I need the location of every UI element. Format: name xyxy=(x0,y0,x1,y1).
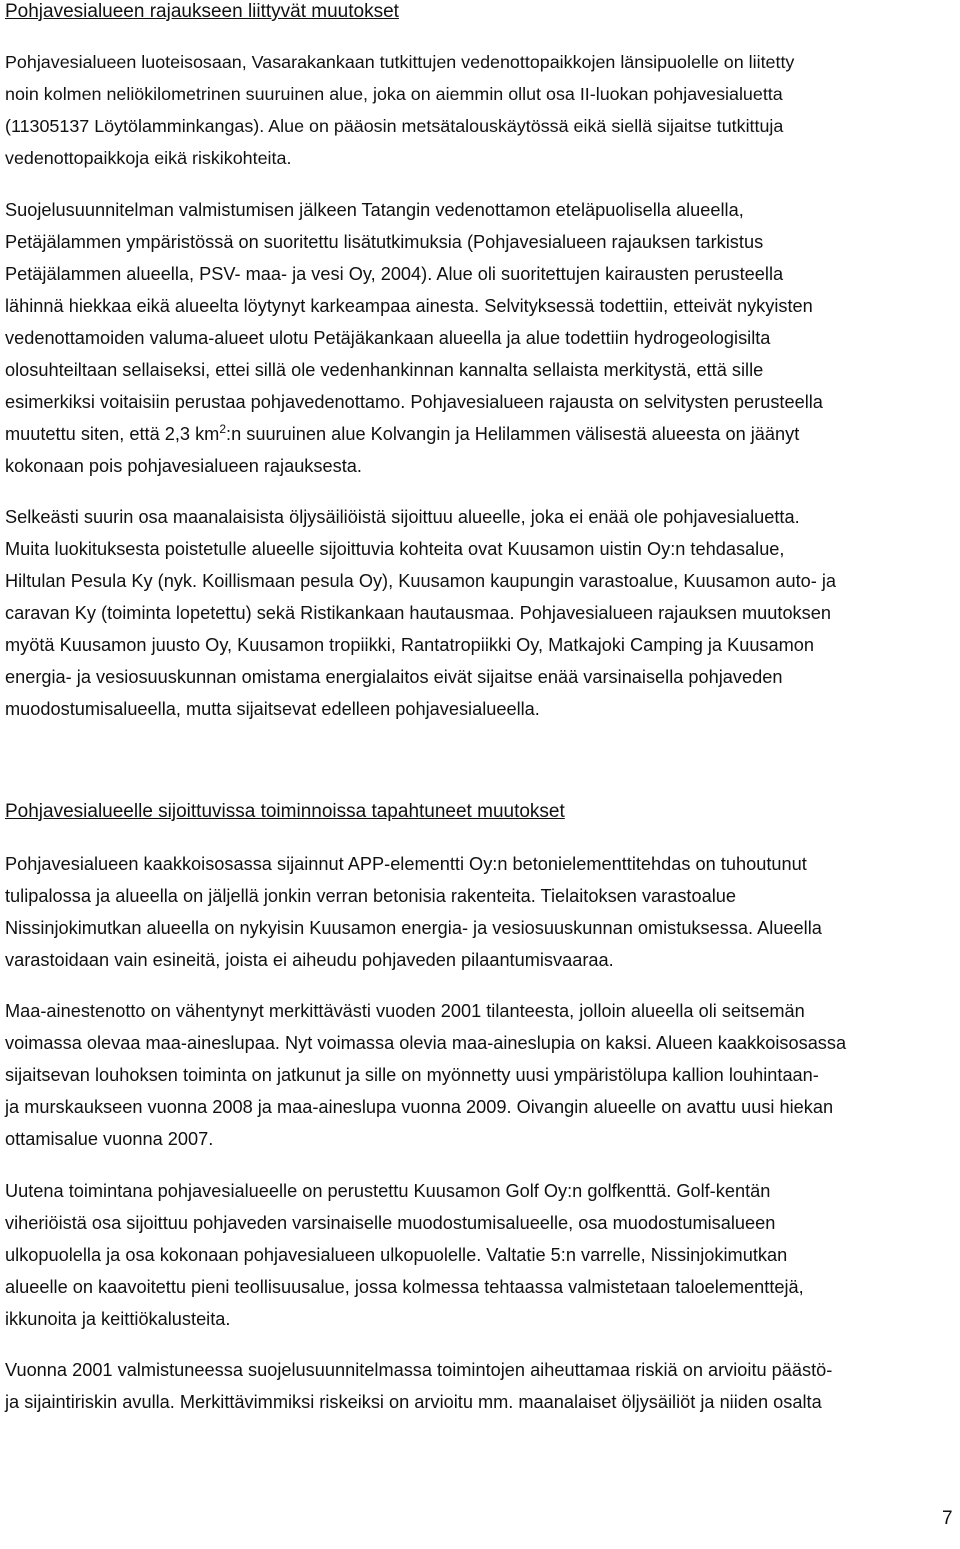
text-line: Selkeästi suurin osa maanalaisista öljysäiliöistä sijoittuu alueelle, joka ei enää ole pohjavesialuetta. xyxy=(5,507,800,527)
text-line: Muita luokituksesta poistetulle alueelle sijoittuvia kohteita ovat Kuusamon uistin Oy:n tehdasalue, xyxy=(5,539,785,559)
text-line: Pohjavesialueen luoteisosaan, Vasarakankaan tutkittujen vedenottopaikkojen länsipuolelle on liitetty xyxy=(5,52,795,72)
text-line: kokonaan pois pohjavesialueen rajauksesta. xyxy=(5,456,362,476)
text-line-with-superscript xyxy=(5,422,823,454)
paragraph-oljysailiot xyxy=(5,505,836,729)
text-line: (11305137 Löytölamminkangas). Alue on pääosin metsätalouskäytössä eikä siellä sijaitse tutkittuja xyxy=(5,116,784,136)
text-line: Suojelusuunnitelman valmistumisen jälkeen Tatangin vedenottamon eteläpuolisella alueella, xyxy=(5,200,744,220)
text-line: Maa-ainestenotto on vähentynyt merkittävästi vuoden 2001 tilanteesta, jolloin alueella oli seitsemän xyxy=(5,1001,805,1021)
paragraph-suojelusuunnitelma xyxy=(5,1358,832,1422)
text-line: vedenottamoiden valuma-alueet ulotu Petäjäkankaan alueella ja alue todettiin hydrogeologisilta xyxy=(5,328,771,348)
text-line: voimassa olevaa maa-aineslupaa. Nyt voimassa olevia maa-aineslupia on kaksi. Alueen kaakkoisosassa xyxy=(5,1033,847,1053)
text-line: Hiltulan Pesula Ky (nyk. Koillismaan pesula Oy), Kuusamon kaupungin varastoalue, Kuusamon auto- ja xyxy=(5,571,837,591)
text-line: Petäjälammen ympäristössä on suoritettu lisätutkimuksia (Pohjavesialueen rajauksen tarkistus xyxy=(5,232,764,252)
text-line: alueelle on kaavoitettu pieni teollisuusalue, jossa kolmessa tehtaassa valmistetaan taloelementtejä, xyxy=(5,1277,804,1297)
text-line: Vuonna 2001 valmistuneessa suojelusuunnitelmassa toimintojen aiheuttamaa riskiä on arvioitu päästö- xyxy=(5,1360,833,1380)
text-line: viheriöistä osa sijoittuu pohjaveden varsinaiselle muodostumisalueelle, osa muodostumisalueen xyxy=(5,1213,776,1233)
text-line: esimerkiksi voitaisiin perustaa pohjavedenottamo. Pohjavesialueen rajausta on selvitysten perusteella xyxy=(5,392,823,412)
paragraph-petajalampi xyxy=(5,198,823,486)
page-number: 7 xyxy=(942,1508,953,1529)
paragraph-app-elementti xyxy=(5,852,822,980)
paragraph-golfkentta xyxy=(5,1179,804,1339)
text-line: myötä Kuusamon juusto Oy, Kuusamon tropiikki, Rantatropiikki Oy, Matkajoki Camping ja Kuusamon xyxy=(5,635,815,655)
text-line: olosuhteiltaan sellaiseksi, ettei sillä ole vedenhankinnan kannalta sellaista merkitystä, että sille xyxy=(5,360,764,380)
superscript: 2 xyxy=(219,422,227,436)
text-line: Pohjavesialueen kaakkoisosassa sijainnut APP-elementti Oy:n betonielementtitehdas on tuhoutunut xyxy=(5,854,807,874)
section-title-rajaus: Pohjavesialueen rajaukseen liittyvät muutokset xyxy=(5,1,399,22)
text-line: ulkopuolella ja osa kokonaan pohjavesialueen ulkopuolelle. Valtatie 5:n varrelle, Nissinjokimutkan xyxy=(5,1245,788,1265)
text-line: sijaitsevan louhoksen toiminta on jatkunut ja sille on myönnetty uusi ympäristölupa kallion louhintaan- xyxy=(5,1065,819,1085)
text-line: Nissinjokimutkan alueella on nykyisin Kuusamon energia- ja vesiosuuskunnan omistuksessa. Alueella xyxy=(5,918,822,938)
text-line: muodostumisalueella, mutta sijaitsevat edelleen pohjavesialueella. xyxy=(5,699,540,719)
text-line: vedenottopaikkoja eikä riskikohteita. xyxy=(5,148,292,168)
paragraph-luoteisosa xyxy=(5,50,794,178)
text-fragment: muutettu siten, että 2,3 km xyxy=(5,424,220,444)
text-line: varastoidaan vain esineitä, joista ei aiheudu pohjaveden pilaantumisvaaraa. xyxy=(5,950,614,970)
section-title-toiminnot: Pohjavesialueelle sijoittuvissa toiminnoissa tapahtuneet muutokset xyxy=(5,801,565,822)
text-line: noin kolmen neliökilometrinen suuruinen alue, joka on aiemmin ollut osa II-luokan pohjavesialuetta xyxy=(5,84,783,104)
paragraph-maa-ainestenotto xyxy=(5,999,846,1159)
text-line: ikkunoita ja keittiökalusteita. xyxy=(5,1309,231,1329)
text-line: Uutena toimintana pohjavesialueelle on perustettu Kuusamon Golf Oy:n golfkenttä. Golf-kentän xyxy=(5,1181,771,1201)
text-line: Petäjälammen alueella, PSV- maa- ja vesi Oy, 2004). Alue oli suoritettujen kairausten perusteella xyxy=(5,264,784,284)
text-line: ja sijaintiriskin avulla. Merkittävimmiksi riskeiksi on arvioitu mm. maanalaiset öljysäiliöt ja niiden osalta xyxy=(5,1392,822,1412)
text-line: ja murskaukseen vuonna 2008 ja maa-aineslupa vuonna 2009. Oivangin alueelle on avattu uusi hiekan xyxy=(5,1097,834,1117)
text-line: caravan Ky (toiminta lopetettu) sekä Ristikankaan hautausmaa. Pohjavesialueen rajauksen muutoksen xyxy=(5,603,831,623)
text-fragment: :n suuruinen alue Kolvangin ja Helilammen välisestä alueesta on jäänyt xyxy=(226,424,800,444)
text-line: tulipalossa ja alueella on jäljellä jonkin verran betonisia rakenteita. Tielaitoksen varastoalue xyxy=(5,886,736,906)
text-line: ottamisalue vuonna 2007. xyxy=(5,1129,214,1149)
text-line: lähinnä hiekkaa eikä alueelta löytynyt karkeampaa ainesta. Selvityksessä todettiin, etteivät nykyisten xyxy=(5,296,813,316)
text-line: energia- ja vesiosuuskunnan omistama energialaitos eivät sijaitse enää varsinaisella pohjaveden xyxy=(5,667,783,687)
